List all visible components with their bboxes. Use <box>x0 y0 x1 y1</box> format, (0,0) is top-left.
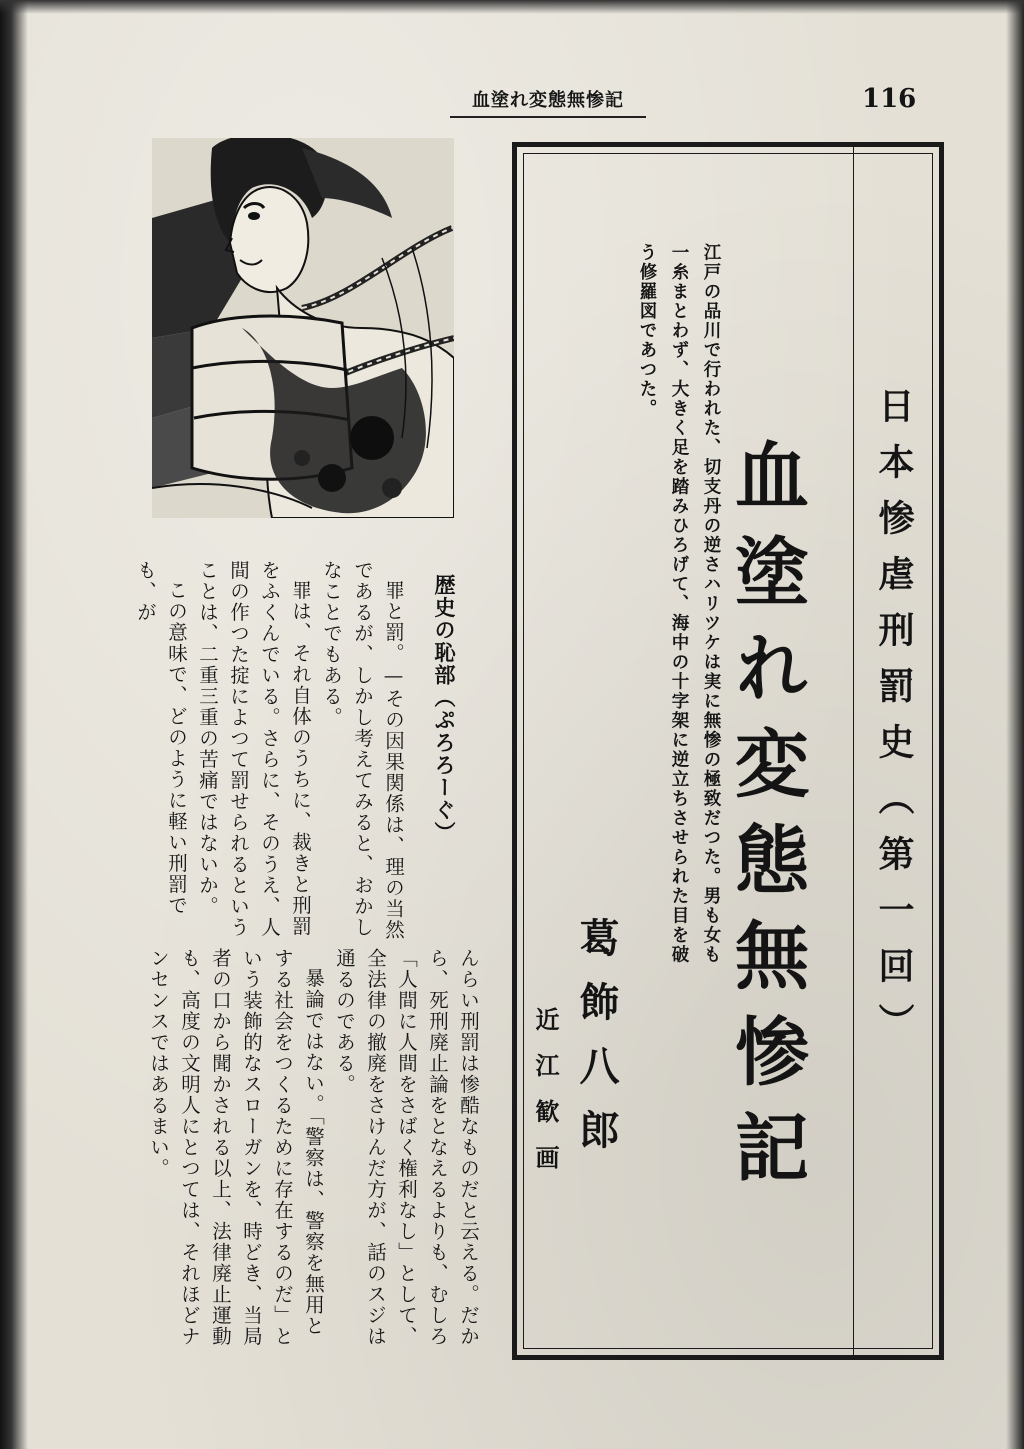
illustrator-credit: 近江歓画 <box>531 1007 560 1191</box>
page-number: 116 <box>862 84 917 114</box>
scan-edge-top <box>0 0 1024 14</box>
paragraph: 暴論ではない。「警察は、警察を無用とする社会をつくるために存在するのだ」という装飾的なスローガンを、時どき、当局者の口から聞かされる以上、法律廃止運動も、高度の文明人にとつては、それほどナンセンスではあるまい。 <box>147 948 325 1347</box>
lead-text: 江戸の品川で行われた、切支丹の逆さハリツケは実に無惨の極致だつた。男も女も一糸まとわず、大きく足を踏みひろげて、海中の十字架に逆立ちさせられた目を破う修羅図であつた。 <box>637 243 721 965</box>
paragraph: んらい刑罰は惨酷なものだと云える。だから、死刑廃止論をとなえるよりも、むしろ「人間に人間をさばく権利なし」として、全法律の撤廃をさけんだ方が、話のスジは通るのである。 <box>333 948 480 1347</box>
scan-edge-right <box>1006 0 1024 1449</box>
series-title: 日本惨虐刑罰史（第一回） <box>873 387 914 1059</box>
running-header: 血塗れ変態無惨記 <box>450 86 646 118</box>
paragraph: この意味で、どのように軽い刑罰でも、が <box>134 560 188 916</box>
scan-edge-left <box>0 0 28 1449</box>
article-upper-column <box>130 560 460 944</box>
woman-bound-with-rope-illustration <box>152 138 454 518</box>
series-divider <box>853 147 854 1355</box>
title-box <box>512 142 944 1360</box>
author-name: 葛飾八郎 <box>573 917 620 1173</box>
paragraph: 罪と罰。—その因果関係は、理の当然であるが、しかし考えてみると、おかしなことでもある。 <box>320 560 405 940</box>
article-lower-column <box>130 948 484 1348</box>
section-heading: 歴史の恥部（ぷろろーぐ） <box>432 574 457 844</box>
main-title: 血塗れ変態無惨記 <box>723 437 809 1205</box>
paragraph: 罪は、それ自体のうちに、裁きと刑罰をふくんでいる。さらに、そのうえ、人間の作つた掟によつて罰せられるということは、二重三重の苦痛ではないか。 <box>196 560 312 938</box>
